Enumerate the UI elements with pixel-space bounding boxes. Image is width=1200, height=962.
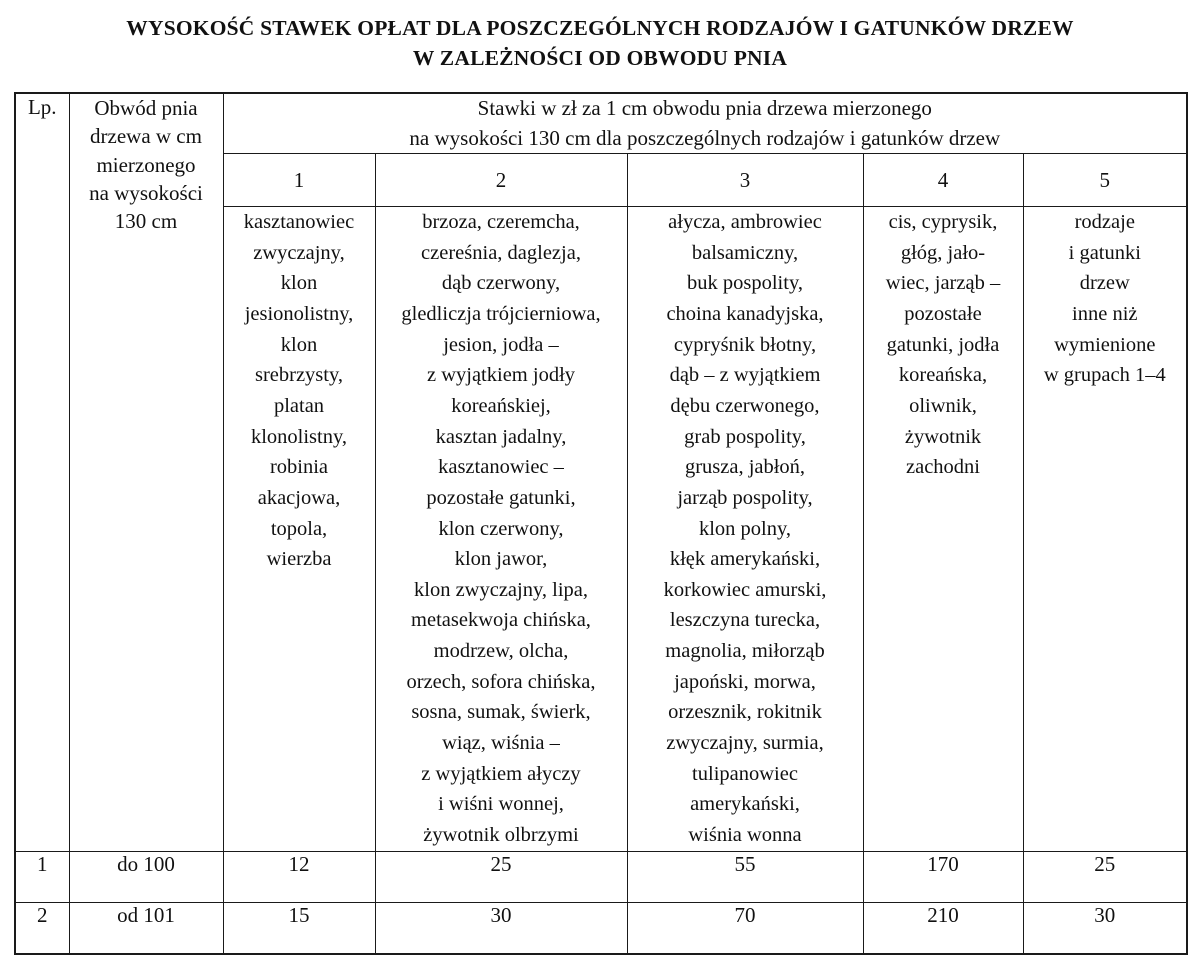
species-line: kasztanowiec –: [438, 456, 564, 479]
header-cell-circumference: [69, 93, 223, 851]
row-1-circumference: do 100: [69, 851, 223, 902]
species-line: modrzew, olcha,: [433, 640, 569, 663]
species-line: jesionolistny,: [244, 303, 354, 326]
species-line: żywotnik olbrzymi: [423, 823, 579, 846]
species-line: kłęk amerykański,: [669, 548, 821, 571]
species-line: w grupach 1–4: [1043, 364, 1166, 387]
species-line: jarząb pospolity,: [677, 486, 813, 509]
species-line: klonolistny,: [250, 425, 348, 448]
row-1-rate-group-5: 25: [1023, 851, 1187, 902]
page-title-line-2: W ZALEŻNOŚCI OD OBWODU PNIA: [412, 45, 788, 70]
header-circumference-line-2: drzewa w cm: [90, 124, 202, 149]
row-2-rate-group-4: 210: [863, 902, 1023, 954]
species-line: klon: [280, 272, 318, 295]
species-line: grusza, jabłoń,: [684, 456, 806, 479]
header-group-number-1: 1: [223, 154, 375, 207]
species-line: klon jawor,: [454, 548, 548, 571]
page-title: [20, 0, 1180, 73]
row-2-rate-group-5: 30: [1023, 902, 1187, 954]
species-line: klon: [280, 333, 318, 356]
row-2-rate-group-3: 70: [627, 902, 863, 954]
species-line: korkowiec amurski,: [663, 578, 827, 601]
species-line: zwyczajny, surmia,: [666, 731, 824, 754]
species-line: klon czerwony,: [438, 517, 564, 540]
species-cell-group-4: [863, 207, 1023, 851]
species-line: klon polny,: [698, 517, 792, 540]
species-line: wymienione: [1054, 333, 1156, 356]
species-line: dąb czerwony,: [441, 272, 561, 295]
species-line: oliwnik,: [909, 394, 977, 417]
species-line: grab pospolity,: [684, 425, 806, 448]
species-line: pozostałe gatunki,: [426, 486, 576, 509]
header-circumference-line-4: na wysokości: [89, 180, 203, 205]
row-2-lp: 2: [15, 902, 69, 954]
species-line: leszczyna turecka,: [669, 609, 821, 632]
header-group-number-3: 3: [627, 154, 863, 207]
species-line: kasztanowiec: [243, 211, 355, 234]
species-line: dębu czerwonego,: [670, 394, 820, 417]
species-line: dąb – z wyjątkiem: [669, 364, 821, 387]
rates-table-container: [14, 92, 1186, 954]
header-circumference-line-3: mierzonego: [96, 152, 196, 177]
species-cell-group-3: [627, 207, 863, 851]
header-circumference-line-5: 130 cm: [114, 208, 178, 233]
species-line: cis, cyprysik,: [888, 211, 998, 234]
species-line: koreańskiej,: [451, 394, 551, 417]
species-line: zwyczajny,: [253, 241, 345, 264]
species-line: wiśnia wonna: [688, 823, 802, 846]
species-line: wierzba: [266, 548, 332, 571]
row-2-rate-group-2: 30: [375, 902, 627, 954]
table-header-row-titles: [15, 93, 1187, 153]
species-line: magnolia, miłorząb: [665, 640, 825, 663]
header-cell-lp: Lp.: [15, 93, 69, 851]
species-line: jesion, jodła –: [443, 333, 559, 356]
header-rates-title-line-1: Stawki w zł za 1 cm obwodu pnia drzewa mierzonego: [477, 96, 932, 121]
header-circumference-line-1: Obwód pnia: [94, 96, 198, 121]
species-line: brzoza, czeremcha,: [422, 211, 580, 234]
species-cell-group-5: [1023, 207, 1187, 851]
row-2-circumference: od 101: [69, 902, 223, 954]
table-row: [15, 851, 1187, 902]
species-cell-group-1: [223, 207, 375, 851]
species-line: drzew: [1079, 272, 1130, 295]
header-cell-rates-title: [223, 93, 1187, 153]
header-group-number-2: 2: [375, 154, 627, 207]
species-line: klon zwyczajny, lipa,: [414, 578, 588, 601]
species-line: inne niż: [1072, 303, 1138, 326]
species-line: wiąz, wiśnia –: [442, 731, 560, 754]
species-line: orzesznik, rokitnik: [668, 701, 822, 724]
species-line: cypryśnik błotny,: [673, 333, 817, 356]
species-line: buk pospolity,: [687, 272, 803, 295]
species-line: rodzaje: [1074, 211, 1135, 234]
header-group-number-5: 5: [1023, 154, 1187, 207]
species-line: gledliczja trójcierniowa,: [401, 303, 601, 326]
species-line: czereśnia, daglezja,: [421, 241, 581, 264]
species-line: tulipanowiec: [692, 762, 798, 785]
species-line: robinia: [269, 456, 329, 479]
species-line: i wiśni wonnej,: [438, 793, 564, 816]
species-line: żywotnik: [904, 425, 982, 448]
table-row: [15, 902, 1187, 954]
row-2-rate-group-1: 15: [223, 902, 375, 954]
species-line: japoński, morwa,: [674, 670, 816, 693]
species-line: orzech, sofora chińska,: [406, 670, 596, 693]
species-line: z wyjątkiem ałyczy: [421, 762, 581, 785]
species-line: akacjowa,: [257, 486, 341, 509]
species-line: amerykański,: [690, 793, 800, 816]
species-cell-group-2: [375, 207, 627, 851]
row-1-rate-group-1: 12: [223, 851, 375, 902]
species-line: topola,: [270, 517, 328, 540]
species-line: zachodni: [906, 456, 980, 479]
row-1-lp: 1: [15, 851, 69, 902]
species-line: wiec, jarząb –: [885, 272, 1001, 295]
header-group-number-4: 4: [863, 154, 1023, 207]
species-line: sosna, sumak, świerk,: [411, 701, 591, 724]
species-line: głóg, jało-: [900, 241, 986, 264]
rates-table: [14, 92, 1188, 954]
header-rates-title-line-2: na wysokości 130 cm dla poszczególnych rodzajów i gatunków drzew: [409, 125, 1001, 150]
species-line: kasztan jadalny,: [435, 425, 567, 448]
species-line: pozostałe: [904, 303, 982, 326]
species-line: i gatunki: [1068, 241, 1141, 264]
species-line: platan: [273, 394, 325, 417]
species-line: choina kanadyjska,: [666, 303, 824, 326]
species-line: balsamiczny,: [691, 241, 799, 264]
species-line: ałycza, ambrowiec: [668, 211, 822, 234]
row-1-rate-group-4: 170: [863, 851, 1023, 902]
row-1-rate-group-3: 55: [627, 851, 863, 902]
row-1-rate-group-2: 25: [375, 851, 627, 902]
page-title-line-1: WYSOKOŚĆ STAWEK OPŁAT DLA POSZCZEGÓLNYCH RODZAJÓW I GATUNKÓW DRZEW: [126, 16, 1074, 40]
species-line: z wyjątkiem jodły: [426, 364, 576, 387]
species-line: koreańska,: [898, 364, 988, 387]
species-line: gatunki, jodła: [886, 333, 1000, 356]
species-line: metasekwoja chińska,: [411, 609, 591, 632]
species-line: srebrzysty,: [254, 364, 344, 387]
